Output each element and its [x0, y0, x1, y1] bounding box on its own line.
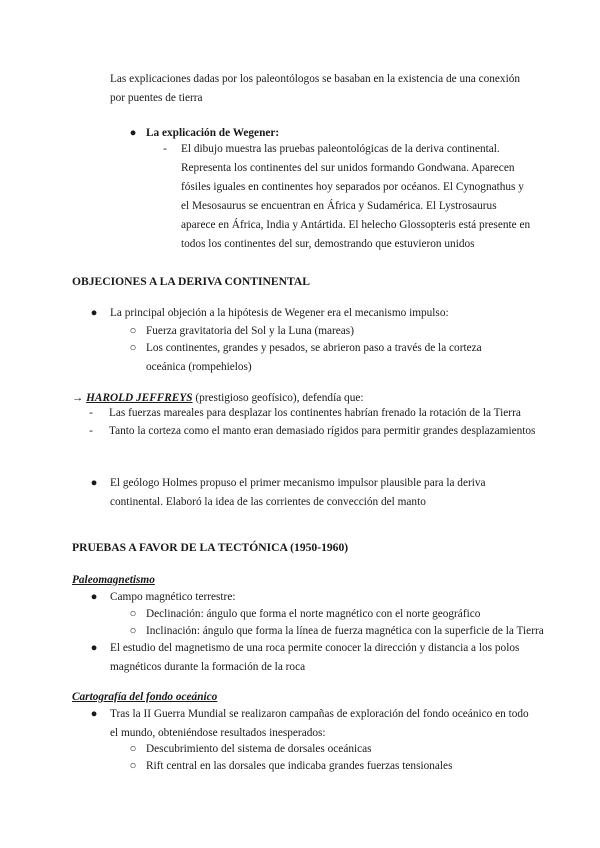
seafloor-campaigns-item: Tras la II Guerra Mundial se realizaron campañas de exploración del fondo oceánico en todo el mundo, obteniéndose resultados inesperados: — [110, 708, 529, 739]
bullet-icon: ● — [129, 127, 137, 139]
rock-magnetism-item: El estudio del magnetismo de una roca permite conocer la dirección y distancia a los polos magnéticos durante la formación de la roca — [110, 642, 520, 673]
bullet-icon: ● — [90, 642, 98, 654]
wegener-description: El dibujo muestra las pruebas paleontológicas de la deriva continental. Representa los continentes del sur unidos formando Gondwana. Aparecen fósiles iguales en continentes hoy separados por océanos. El Cynognathus y el Mesosaurus se encuentran en África y Sudamérica. El Lystrosaurus aparece en África, India y Antártida. El helecho Glossopteris está presente en todos los continentes del sur, demostrando que estuvieron unidos — [181, 143, 531, 250]
jeffreys-name: HAROLD JEFFREYS — [86, 392, 193, 404]
dash-icon: - — [163, 143, 167, 155]
objection-sub-item: Los continentes, grandes y pesados, se abrieron paso a través de la corteza oceánica (rompehielos) — [146, 342, 482, 373]
paleomagnetism-title: Paleomagnetismo — [72, 574, 155, 586]
sub-bullet-icon: ○ — [129, 325, 137, 337]
holmes-paragraph: El geólogo Holmes propuso el primer mecanismo impulsor plausible para la deriva continental. Elaboró la idea de las corrientes de convección del manto — [110, 477, 486, 508]
wegener-title: La explicación de Wegener: — [146, 127, 280, 139]
rift-item: Rift central en las dorsales que indicaba grandes fuerzas tensionales — [146, 760, 453, 772]
sub-bullet-icon: ○ — [129, 625, 137, 637]
magnetic-field-item: Campo magnético terrestre: — [110, 591, 236, 603]
objections-main: La principal objeción a la hipótesis de Wegener era el mecanismo impulso: — [110, 307, 449, 319]
objections-heading: OBJECIONES A LA DERIVA CONTINENTAL — [72, 275, 310, 288]
ridge-discovery-item: Descubrimiento del sistema de dorsales oceánicas — [146, 743, 372, 755]
jeffreys-item: Tanto la corteza como el manto eran demasiado rígidos para permitir grandes desplazamientos — [109, 425, 536, 437]
intro-paragraph: Las explicaciones dadas por los paleontólogos se basaban en la existencia de una conexión por puentes de tierra — [110, 73, 521, 104]
jeffreys-item: Las fuerzas mareales para desplazar los continentes habrían frenado la rotación de la Tierra — [109, 407, 521, 419]
sub-bullet-icon: ○ — [129, 760, 137, 772]
dash-icon: - — [89, 425, 93, 437]
bullet-icon: ● — [90, 307, 98, 319]
declination-item: Declinación: ángulo que forma el norte magnético con el norte geográfico — [146, 608, 481, 620]
bullet-icon: ● — [90, 591, 98, 603]
inclination-item: Inclinación: ángulo que forma la línea de fuerza magnética con la superficie de la Tierra — [146, 625, 544, 637]
evidence-heading: PRUEBAS A FAVOR DE LA TECTÓNICA (1950-1960) — [72, 541, 349, 554]
sub-bullet-icon: ○ — [129, 342, 137, 354]
objection-sub-item: Fuerza gravitatoria del Sol y la Luna (mareas) — [146, 325, 354, 337]
bullet-icon: ● — [90, 708, 98, 720]
seafloor-mapping-title: Cartografía del fondo oceánico — [72, 691, 218, 703]
sub-bullet-icon: ○ — [129, 608, 137, 620]
sub-bullet-icon: ○ — [129, 743, 137, 755]
arrow-icon: → — [72, 392, 84, 404]
bullet-icon: ● — [90, 477, 98, 489]
dash-icon: - — [89, 407, 93, 419]
jeffreys-description: (prestigioso geofísico), defendía que: — [192, 392, 364, 404]
